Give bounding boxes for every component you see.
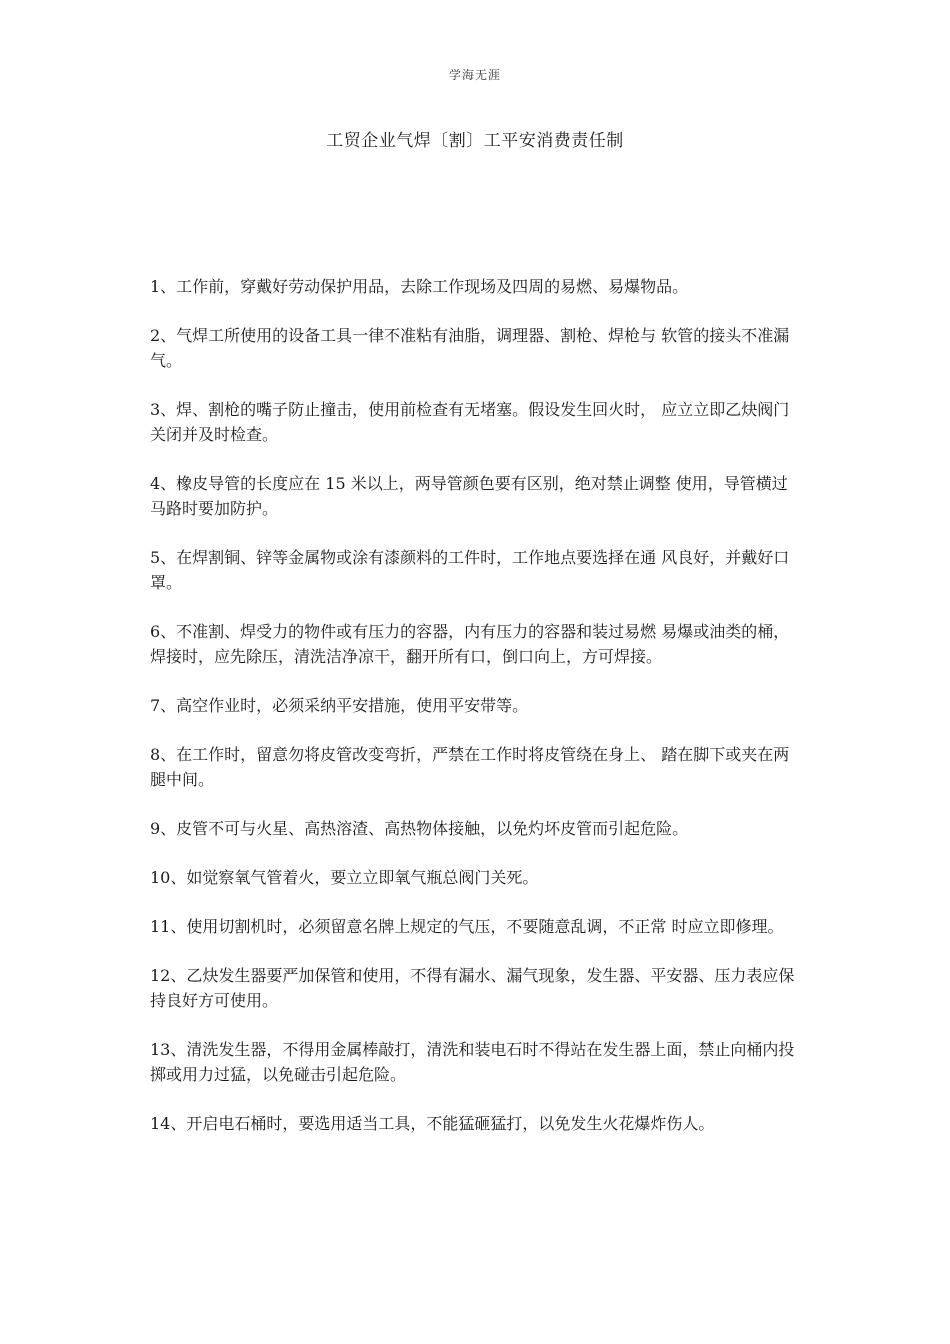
regulation-item: 4、橡皮导管的长度应在 15 米以上，两导管颜色要有区别，绝对禁止调整 使用，导管横过马路时要加防护。 — [150, 474, 788, 518]
regulation-item: 10、如觉察氧气管着火，要立立即氧气瓶总阀门关死。 — [150, 868, 539, 887]
regulation-item: 14、开启电石桶时，要选用适当工具，不能猛砸猛打，以免发生火花爆炸伤人。 — [150, 1114, 715, 1133]
regulation-item: 1、工作前，穿戴好劳动保护用品，去除工作现场及四周的易燃、易爆物品。 — [150, 277, 689, 296]
regulation-item: 9、皮管不可与火星、高热溶渣、高热物体接触，以免灼坏皮管而引起危险。 — [150, 819, 689, 838]
regulation-item: 3、焊、割枪的嘴子防止撞击，使用前检查有无堵塞。假设发生回火时， 应立立即乙炔阀门关闭并及时检查。 — [150, 400, 790, 444]
regulation-item: 6、不准割、焊受力的物件或有压力的容器，内有压力的容器和装过易燃 易爆或油类的桶，焊接时，应先除压，清洗洁净凉干，翻开所有口，倒口向上，方可焊接。 — [150, 622, 790, 666]
regulation-item: 7、高空作业时，必须采纳平安措施，使用平安带等。 — [150, 696, 529, 715]
regulation-item: 13、清洗发生器，不得用金属棒敲打，清洗和装电石时不得站在发生器上面，禁止向桶内投掷或用力过猛，以免碰击引起危险。 — [150, 1040, 795, 1084]
page-header: 学海无涯 — [448, 68, 501, 82]
regulation-item: 8、在工作时，留意勿将皮管改变弯折，严禁在工作时将皮管绕在身上、 踏在脚下或夹在两腿中间。 — [150, 745, 790, 789]
regulation-item: 12、乙炔发生器要严加保管和使用，不得有漏水、漏气现象，发生器、平安器、压力表应保持良好方可使用。 — [150, 966, 795, 1010]
regulation-item: 5、在焊割铜、锌等金属物或涂有漆颜料的工件时，工作地点要选择在通 风良好，并戴好口罩。 — [150, 548, 790, 592]
regulation-item: 11、使用切割机时，必须留意名牌上规定的气压，不要随意乱调，不正常 时应立即修理。 — [150, 917, 784, 936]
regulation-list — [150, 274, 800, 1160]
document-title: 工贸企业气焊〔割〕工平安消费责任制 — [326, 131, 624, 151]
regulation-item: 2、气焊工所使用的设备工具一律不准粘有油脂，调理器、割枪、焊枪与 软管的接头不准漏气。 — [150, 326, 790, 370]
